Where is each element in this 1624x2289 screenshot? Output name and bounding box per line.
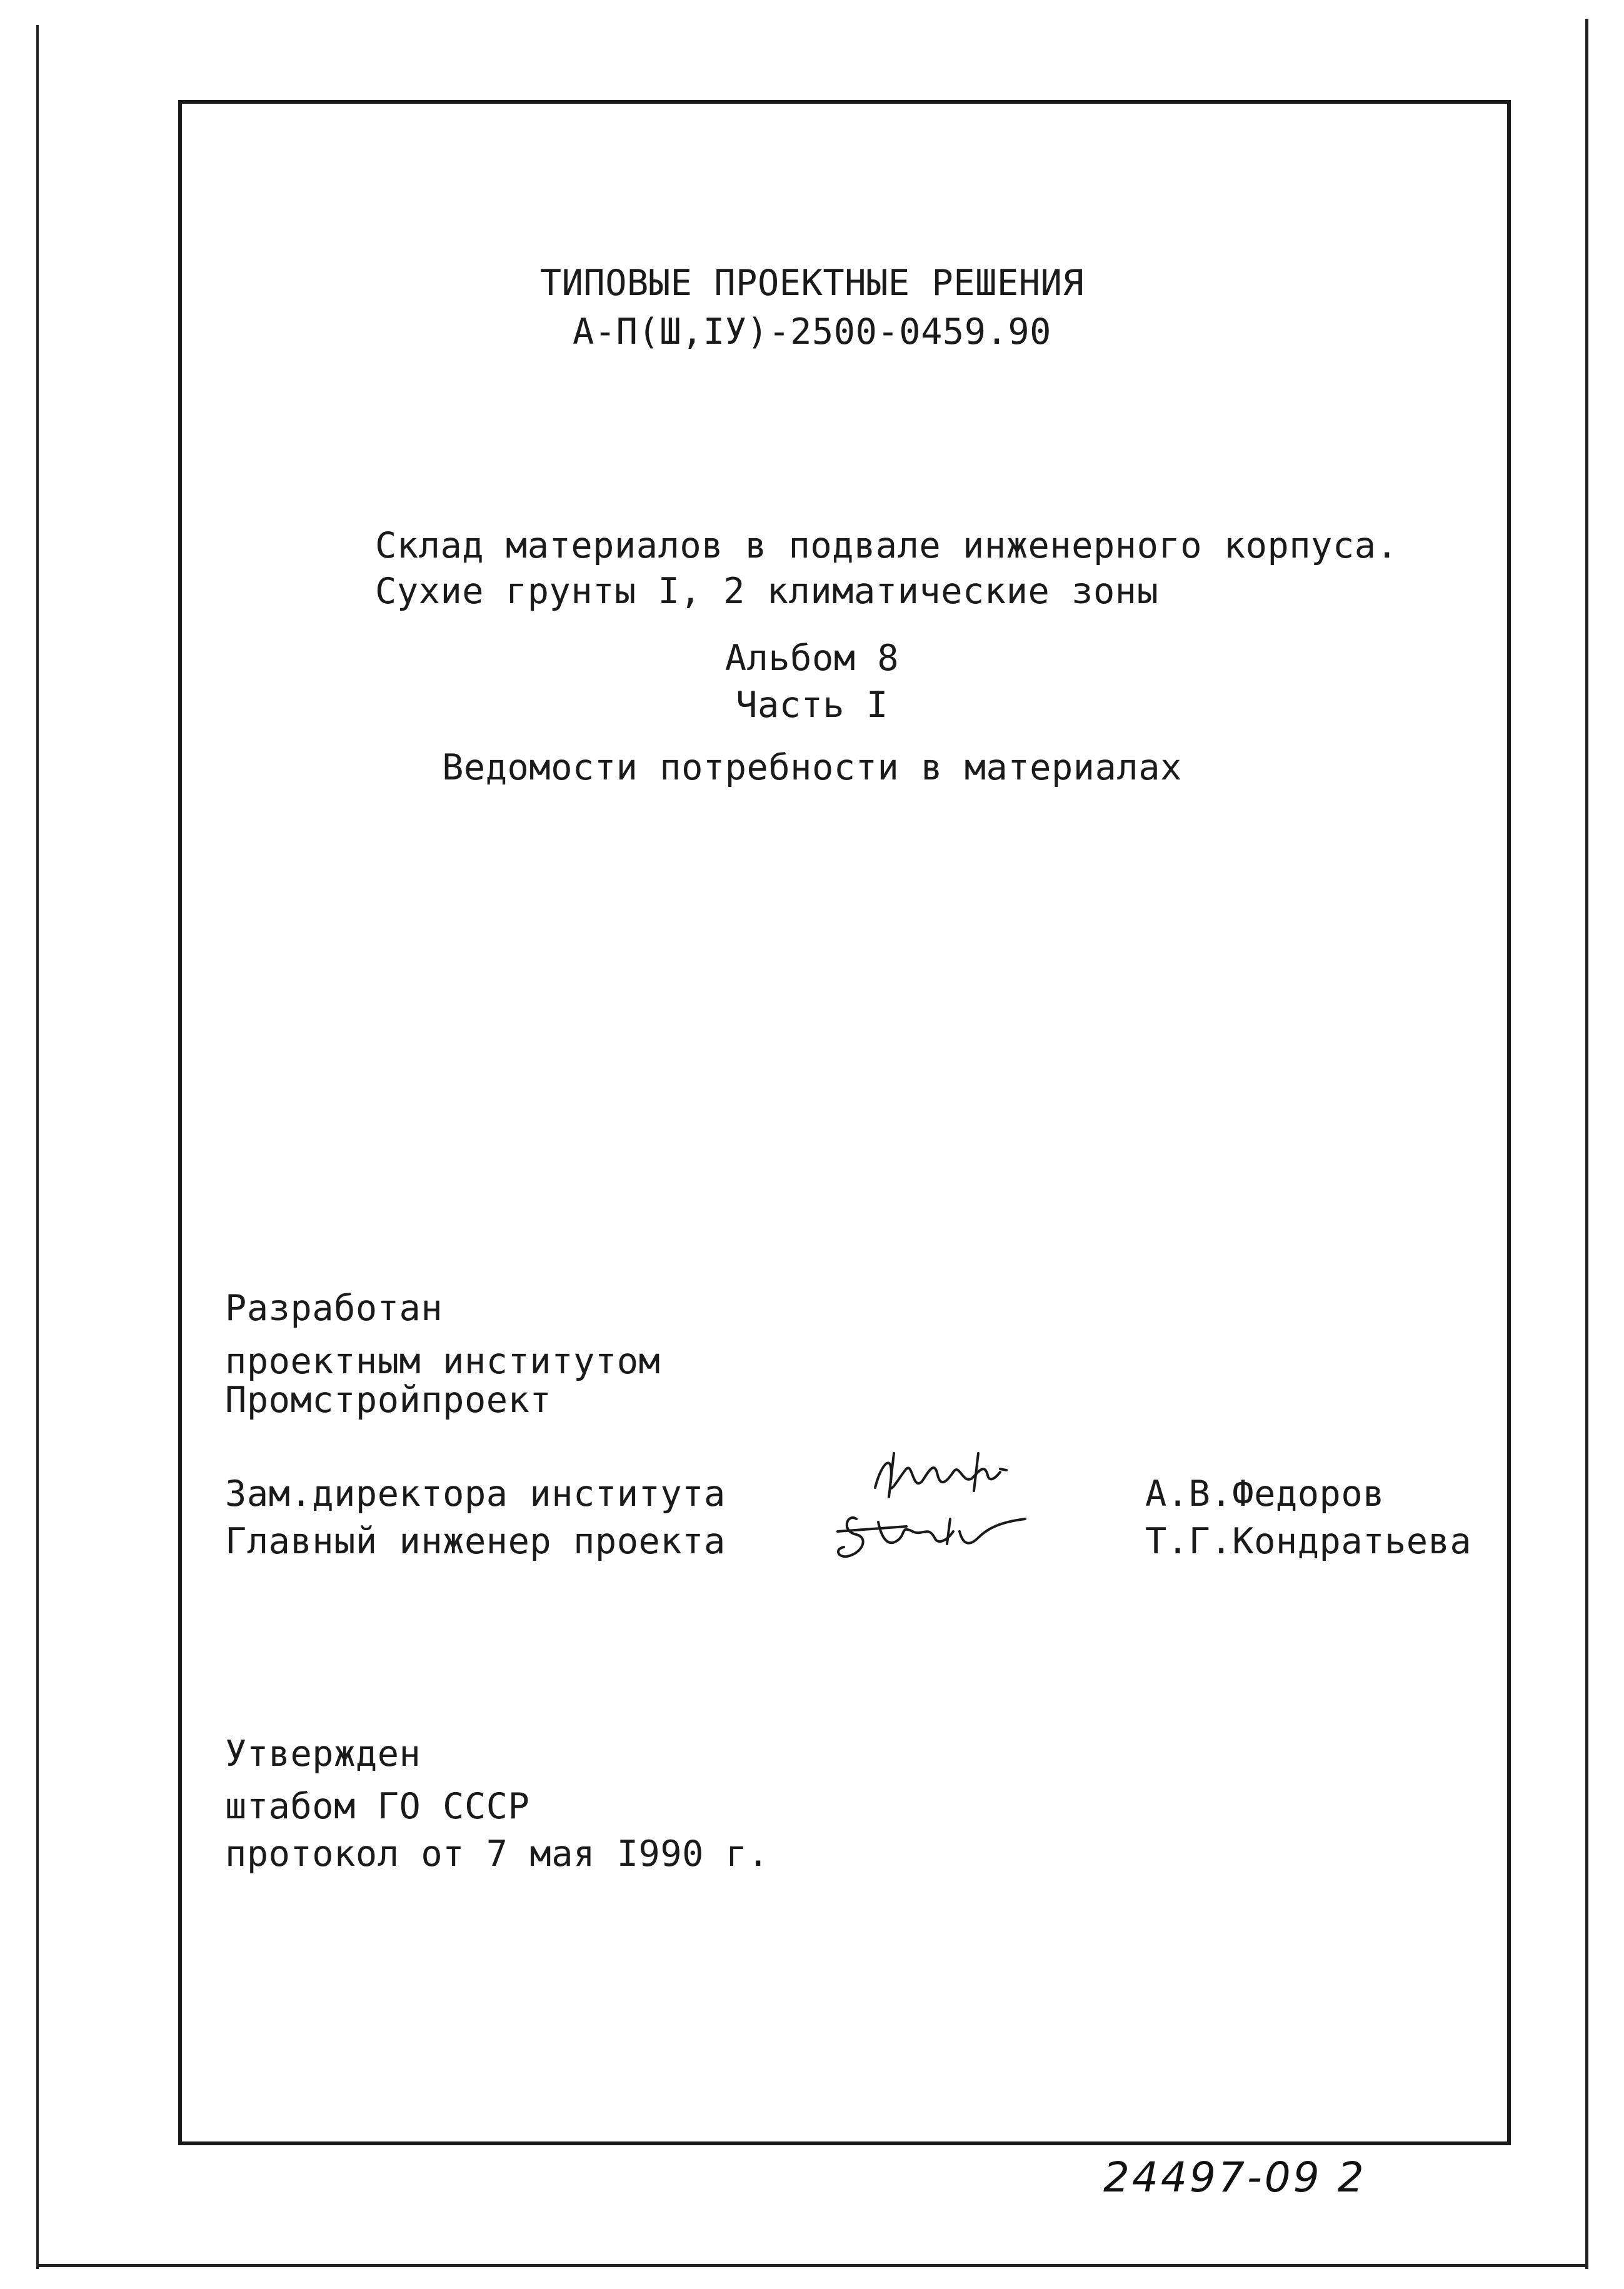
handwritten-signatures [819, 1438, 1044, 1575]
outer-frame-bottom [36, 2264, 1588, 2267]
document-series-title: ТИПОВЫЕ ПРОЕКТНЫЕ РЕШЕНИЯ [539, 263, 1085, 304]
document-inventory-number: 24497-09 2 [1103, 2153, 1366, 2201]
subject-line-1: Склад материалов в подвале инженерного корпуса. [375, 525, 1398, 566]
part-number: Часть I [736, 684, 888, 726]
signatory-name: Т.Г.Кондратьева [1145, 1521, 1472, 1562]
album-content-title: Ведомости потребности в материалах [442, 747, 1182, 788]
developer-org-line-1: проектным институтом [225, 1341, 661, 1382]
signatory-position: Зам.директора института [225, 1473, 726, 1515]
signatory-position: Главный инженер проекта [225, 1521, 726, 1562]
outer-frame-left [36, 25, 39, 2269]
signatory-name: А.В.Федоров [1145, 1473, 1385, 1515]
outer-frame-right [1585, 19, 1588, 2269]
developer-label: Разработан [225, 1288, 443, 1329]
document-code: А-П(Ш,IУ)-2500-0459.90 [573, 311, 1051, 353]
approval-label: Утвержден [225, 1733, 421, 1775]
album-number: Альбом 8 [724, 638, 900, 679]
approval-protocol: протокол от 7 мая I990 г. [225, 1833, 769, 1875]
subject-line-2: Сухие грунты I, 2 климатические зоны [375, 571, 1159, 612]
approval-authority: штабом ГО СССР [225, 1786, 530, 1827]
developer-org-line-2: Промстройпроект [225, 1380, 552, 1421]
